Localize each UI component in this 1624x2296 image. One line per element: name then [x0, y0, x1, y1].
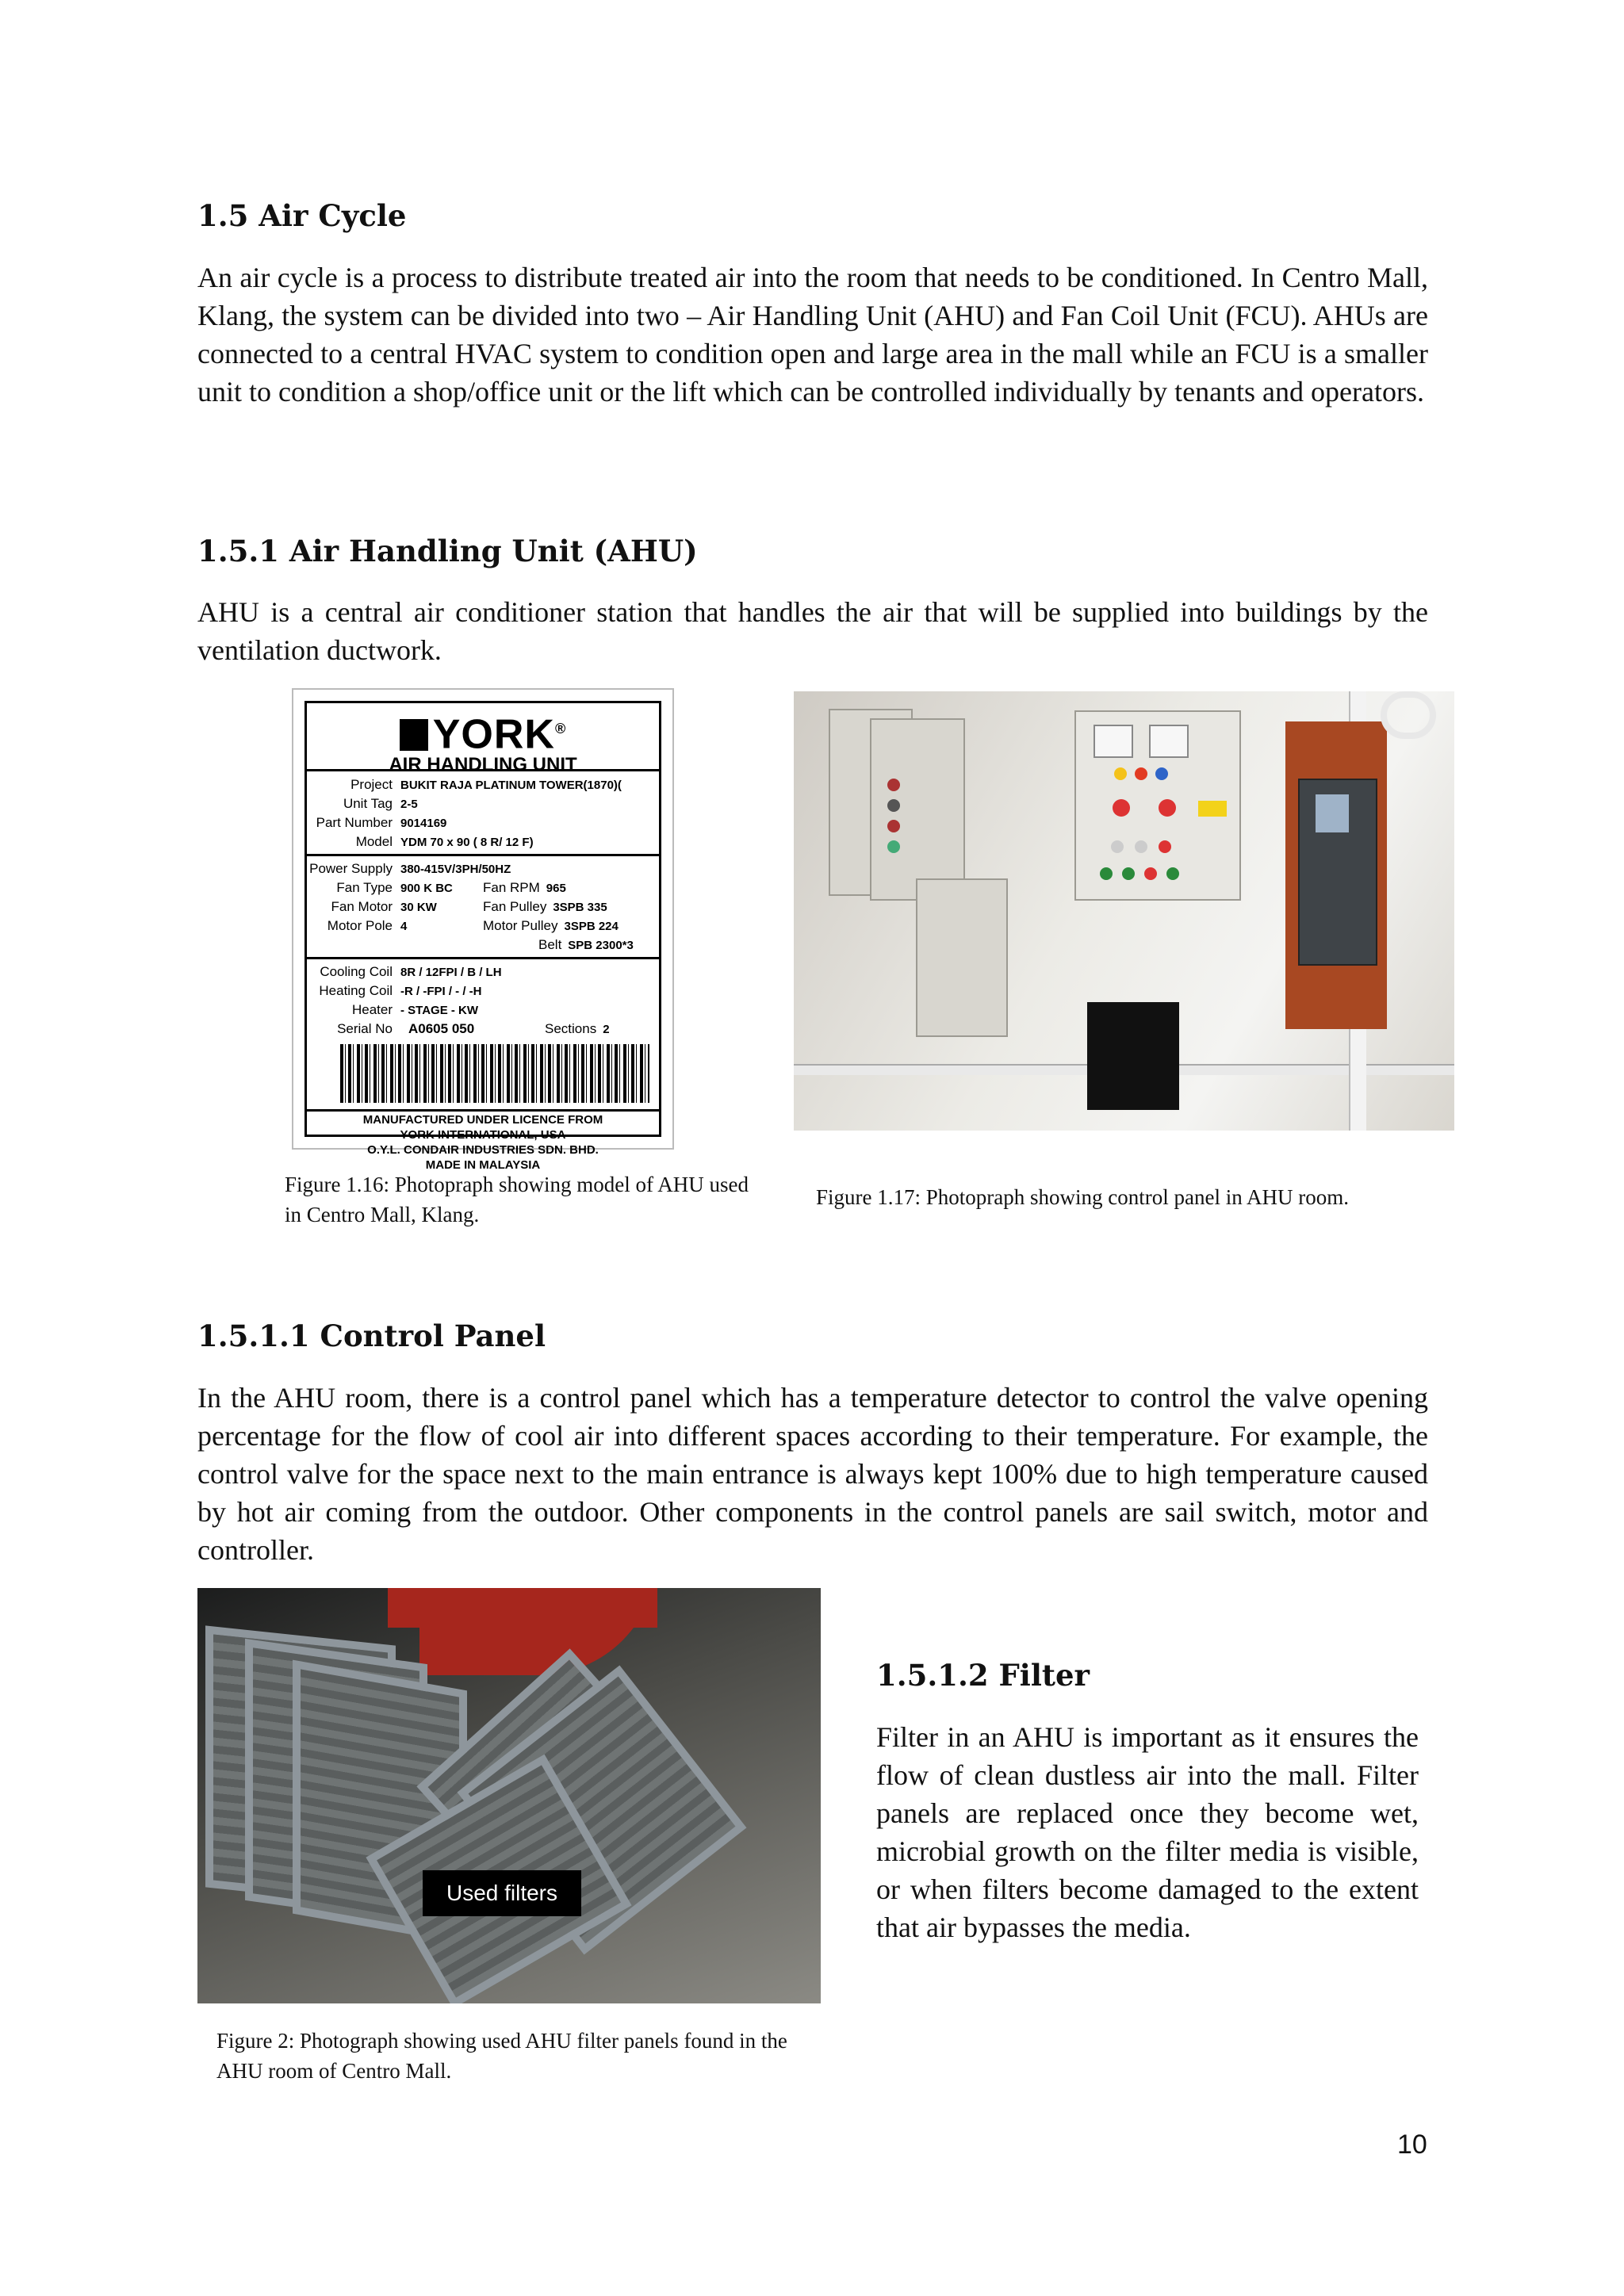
nameplate-row: Part Number 9014169 [316, 815, 447, 830]
nameplate-row-right: Fan Pulley 3SPB 335 [483, 899, 607, 914]
nameplate-row: Heating Coil -R / -FPI / - / -H [319, 983, 482, 998]
nameplate-manufacturer: MANUFACTURED UNDER LICENCE FROM YORK INTERNATIONAL, USA O.Y.L. CONDAIR INDUSTRIES SDN. BHD. MADE IN MALAYSIA [362, 1113, 603, 1172]
nameplate-row-right: Sections 2 [545, 1021, 610, 1036]
barcode [340, 1044, 649, 1103]
nameplate-row: Power Supply 380-415V/3PH/50HZ [309, 861, 511, 876]
page-number: 10 [1397, 2130, 1427, 2160]
nameplate-row: Fan Motor 30 KW [331, 899, 437, 914]
ahu-nameplate-photo [292, 688, 674, 1172]
york-logo: YORK® [307, 708, 659, 755]
heading-filter: 1.5.1.2 Filter [876, 1658, 1090, 1693]
nameplate-row: Motor Pole 4 [327, 918, 408, 933]
control-panel-photo [794, 691, 1454, 1131]
paragraph-air-cycle: An air cycle is a process to distribute treated air into the room that needs to be conditioned. In Centro Mall, Klang, the system can be divided into two – Air Handling Unit (AHU) and Fan Coil Unit (FCU). AHUs are connected to a central HVAC system to condition open and large area in the mall while an FCU is a smaller unit to condition a shop/office unit or the lift which can be controlled individually by tenants and operators. [197, 262, 1428, 408]
nameplate-row-right: Motor Pulley 3SPB 224 [483, 918, 619, 933]
paragraph-control-panel: In the AHU room, there is a control panel which has a temperature detector to control the valve opening percentage for the flow of cool air into different spaces according to their temperature. For example, the control valve for the space next to the main entrance is always kept 100% due to high temperature caused by hot air coming from the outdoor. Other components in the control panels are sail switch, motor and controller. [197, 1382, 1428, 1566]
heading-air-cycle: 1.5 Air Cycle [197, 198, 407, 233]
heading-ahu: 1.5.1 Air Handling Unit (AHU) [197, 534, 698, 568]
nameplate-row: Serial No A0605 050 [337, 1021, 475, 1036]
nameplate-row: Unit Tag 2-5 [343, 796, 418, 811]
caption-fig-1-17: Figure 1.17: Photopraph showing control panel in AHU room. [816, 1185, 1349, 1209]
nameplate-row: Model YDM 70 x 90 ( 8 R/ 12 F) [355, 834, 534, 849]
heading-control-panel: 1.5.1.1 Control Panel [197, 1318, 546, 1353]
nameplate-row-right: Fan RPM 965 [483, 880, 566, 895]
caption-fig-2: Figure 2: Photograph showing used AHU filter panels found in the AHU room of Centro Mall. [216, 2029, 787, 2083]
nameplate-row: Fan Type 900 K BC [336, 880, 453, 895]
paragraph-ahu: AHU is a central air conditioner station that handles the air that will be supplied into buildings by the ventilation ductwork. [197, 596, 1428, 666]
used-filters-photo [197, 1588, 821, 2003]
nameplate-subtitle: AIR HANDLING UNIT [389, 754, 577, 776]
paragraph-filter: Filter in an AHU is important as it ensures the flow of clean dustless air into the mall. Filter panels are replaced once they become wet, microbial growth on the filter media is visible, or when filters become damaged to the extent that air bypasses the media. [876, 1721, 1419, 1943]
caption-fig-1-16: Figure 1.16: Photopraph showing model of AHU used in Centro Mall, Klang. [285, 1173, 749, 1226]
nameplate-row: Heater - STAGE - KW [351, 1002, 479, 1017]
nameplate-row-right: Belt SPB 2300*3 [538, 937, 634, 952]
nameplate-row: Project BUKIT RAJA PLATINUM TOWER(1870)( [350, 777, 622, 792]
nameplate-row: Cooling Coil 8R / 12FPI / B / LH [320, 964, 502, 979]
used-filters-label: Used filters [423, 1870, 581, 1916]
